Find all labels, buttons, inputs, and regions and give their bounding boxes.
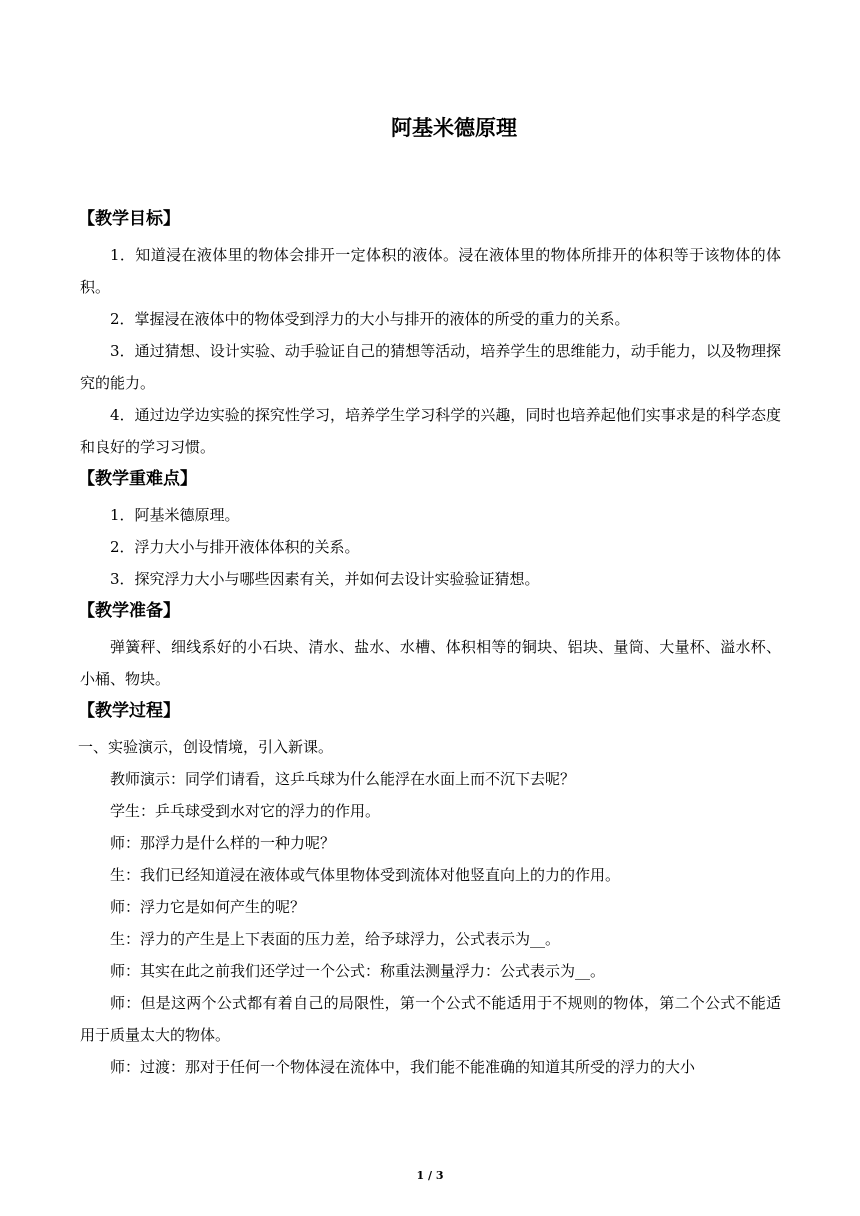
- paragraph: 师：过渡：那对于任何一个物体浸在流体中，我们能不能准确的知道其所受的浮力的大小: [110, 1058, 696, 1076]
- paragraph: 1．阿基米德原理。: [110, 506, 240, 524]
- section-heading: 【教学目标】: [78, 209, 180, 229]
- section-heading: 【教学准备】: [78, 601, 180, 621]
- section-heading: 【教学重难点】: [78, 469, 197, 489]
- paragraph: 弹簧秤、细线系好的小石块、清水、盐水、水槽、体积相等的铜块、铝块、量筒、大量杯、溢水杯、小桶、物块。: [80, 638, 781, 688]
- section-teaching-preparation: [80, 595, 781, 695]
- paragraph: 3．探究浮力大小与哪些因素有关，并如何去设计实验验证猜想。: [110, 570, 540, 588]
- paragraph: 学生：乒乓球受到水对它的浮力的作用。: [110, 802, 381, 820]
- document-title: 阿基米德原理: [391, 116, 517, 140]
- document-body: [80, 203, 781, 1083]
- section-teaching-process: [80, 695, 781, 1083]
- paragraph: 生：浮力的产生是上下表面的压力差，给予球浮力，公式表示为__。: [110, 930, 561, 948]
- paragraph: 师：其实在此之前我们还学过一个公式：称重法测量浮力：公式表示为__。: [110, 962, 606, 980]
- paragraph: 师：但是这两个公式都有着自己的局限性，第一个公式不能适用于不规则的物体，第二个公式不能适用于质量太大的物体。: [80, 994, 781, 1044]
- section-teaching-objectives: [80, 203, 781, 463]
- paragraph: 1．知道浸在液体里的物体会排开一定体积的液体。浸在液体里的物体所排开的体积等于该物体的体积。: [80, 246, 781, 296]
- paragraph: 4．通过边学边实验的探究性学习，培养学生学习科学的兴趣，同时也培养起他们实事求是的科学态度和良好的学习习惯。: [80, 406, 781, 456]
- section-heading: 【教学过程】: [78, 701, 180, 721]
- subsection-title: 一、实验演示，创设情境，引入新课。: [78, 738, 334, 756]
- paragraph: 2．浮力大小与排开液体体积的关系。: [110, 538, 360, 556]
- paragraph: 生：我们已经知道浸在液体或气体里物体受到流体对他竖直向上的力的作用。: [110, 866, 621, 884]
- paragraph: 3．通过猜想、设计实验、动手验证自己的猜想等活动，培养学生的思维能力，动手能力，以及物理探究的能力。: [80, 342, 781, 392]
- paragraph: 师：那浮力是什么样的一种力呢？: [110, 834, 336, 852]
- paragraph: 2．掌握浸在液体中的物体受到浮力的大小与排开的液体的所受的重力的关系。: [110, 310, 630, 328]
- paragraph: 教师演示：同学们请看，这乒乓球为什么能浮在水面上而不沉下去呢？: [110, 770, 576, 788]
- paragraph: 师：浮力它是如何产生的呢？: [110, 898, 306, 916]
- section-key-difficult-points: [80, 463, 781, 595]
- page-number: 1 / 3: [416, 1169, 444, 1182]
